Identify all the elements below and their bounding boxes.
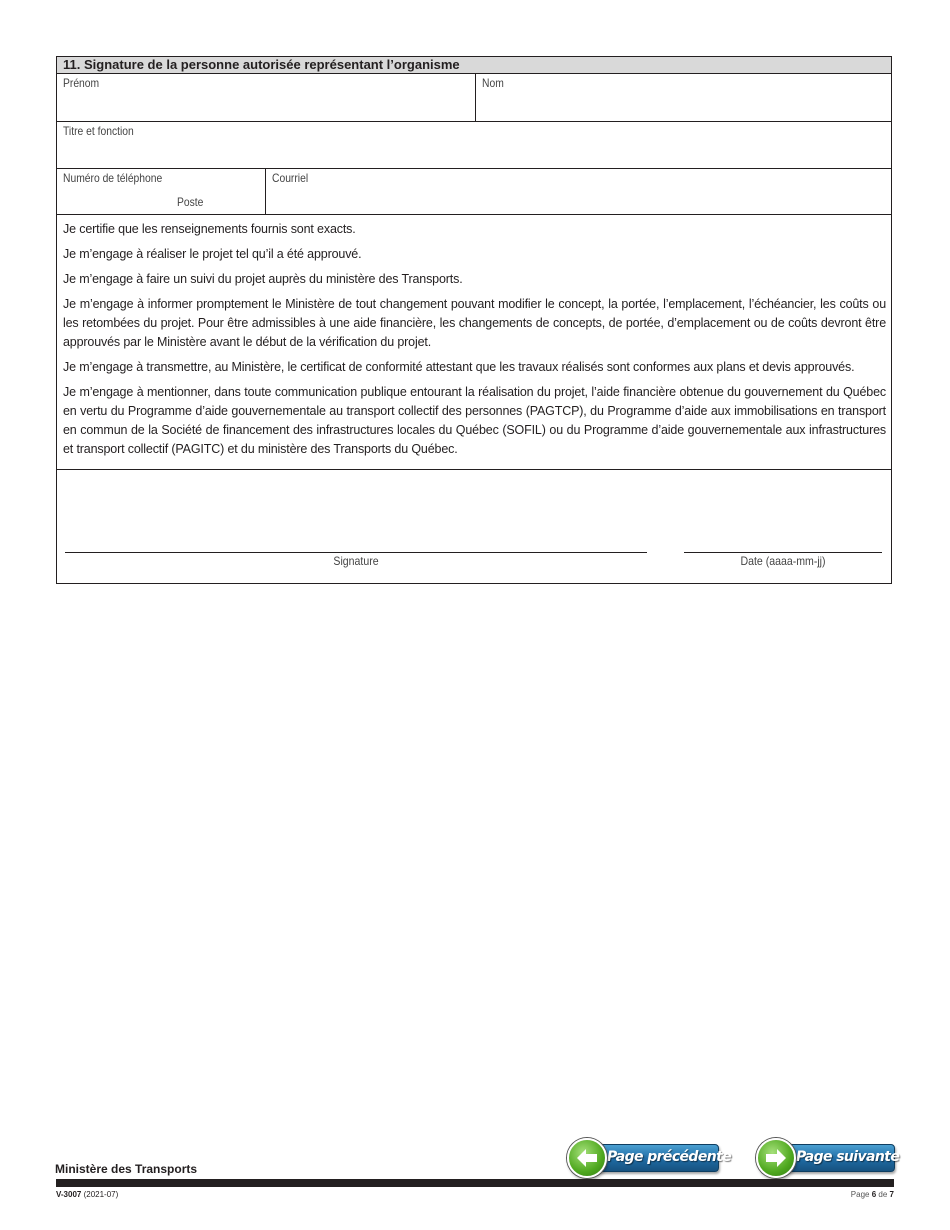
ministry-name: Ministère des Transports	[55, 1162, 198, 1176]
statement: Je m’engage à faire un suivi du projet auprès du ministère des Transports.	[63, 272, 463, 286]
poste-input[interactable]	[207, 193, 261, 211]
courriel-input[interactable]	[270, 187, 887, 210]
titre-input[interactable]	[61, 140, 887, 164]
next-page-button[interactable]	[756, 1138, 900, 1176]
statement: Je m’engage à réaliser le projet tel qu’il a été approuvé.	[63, 247, 362, 261]
name-row	[57, 74, 891, 122]
titre-cell	[57, 122, 891, 168]
signature-area	[57, 470, 891, 583]
telephone-cell	[57, 169, 265, 214]
contact-row	[57, 169, 891, 215]
statement: Je certifie que les renseignements fournis sont exacts.	[63, 222, 356, 236]
form-code	[56, 1190, 118, 1199]
arrow-left-icon	[567, 1138, 607, 1178]
signature-label: Signature	[333, 554, 379, 568]
title-row	[57, 122, 891, 169]
page-of: de	[878, 1190, 888, 1199]
poste-label: Poste	[177, 195, 204, 209]
nom-cell	[475, 74, 891, 121]
page-word: Page	[850, 1190, 870, 1199]
signature-line[interactable]	[65, 552, 647, 553]
arrow-right-icon	[756, 1138, 796, 1178]
form-number: V-3007	[56, 1190, 82, 1199]
date-line[interactable]	[684, 552, 882, 553]
telephone-label: Numéro de téléphone	[63, 171, 163, 185]
section-title: Signature de la personne autorisée représentant l’organisme	[83, 57, 460, 72]
prenom-cell	[57, 74, 475, 121]
footer-bar	[56, 1179, 894, 1187]
prenom-input[interactable]	[61, 92, 471, 117]
titre-label: Titre et fonction	[63, 124, 134, 138]
form-version-date: (2021-07)	[83, 1190, 119, 1199]
courriel-cell	[265, 169, 891, 214]
page-total: 7	[889, 1190, 894, 1199]
statement: Je m’engage à informer promptement le Ministère de tout changement pouvant modifier le concept, la portée, l’emplacement, l’échéancier, les coûts ou les retombées du projet. Pour être admissibles à une aide financière, les changements de concepts, de portée, d’emplacement ou de coûts devront être approuvés par le Ministère avant le début de la vérification du projet.	[63, 297, 886, 349]
signature-form	[56, 56, 892, 584]
commitment-statements	[57, 215, 891, 470]
next-page-label: Page suivante	[796, 1149, 900, 1165]
prenom-label: Prénom	[63, 76, 100, 90]
previous-page-label: Page précédente	[607, 1149, 732, 1165]
page-current: 6	[871, 1190, 877, 1199]
previous-page-button[interactable]	[567, 1138, 732, 1176]
date-label: Date (aaaa-mm-jj)	[740, 554, 826, 568]
section-number: 11.	[63, 57, 81, 72]
statement: Je m’engage à mentionner, dans toute communication publique entourant la réalisation du projet, l’aide financière obtenue du gouvernement du Québec en vertu du Programme d’aide gouvernementale au transport collectif des personnes (PAGTCP), du Programme d’aide aux immobilisations en transport en commun de la Société de financement des infrastructures locales du Québec (SOFIL) ou du Programme d’aide gouvernementale aux infrastructures et transport collectif (PAGITC) et du ministère des Transports du Québec.	[63, 385, 886, 456]
courriel-label: Courriel	[272, 171, 309, 185]
section-header	[57, 57, 891, 74]
nom-input[interactable]	[480, 92, 887, 117]
page-indicator	[851, 1190, 894, 1199]
statement: Je m’engage à transmettre, au Ministère, le certificat de conformité attestant que les travaux réalisés sont conformes aux plans et devis approuvés.	[63, 360, 855, 374]
nom-label: Nom	[482, 76, 504, 90]
telephone-input[interactable]	[61, 187, 261, 190]
